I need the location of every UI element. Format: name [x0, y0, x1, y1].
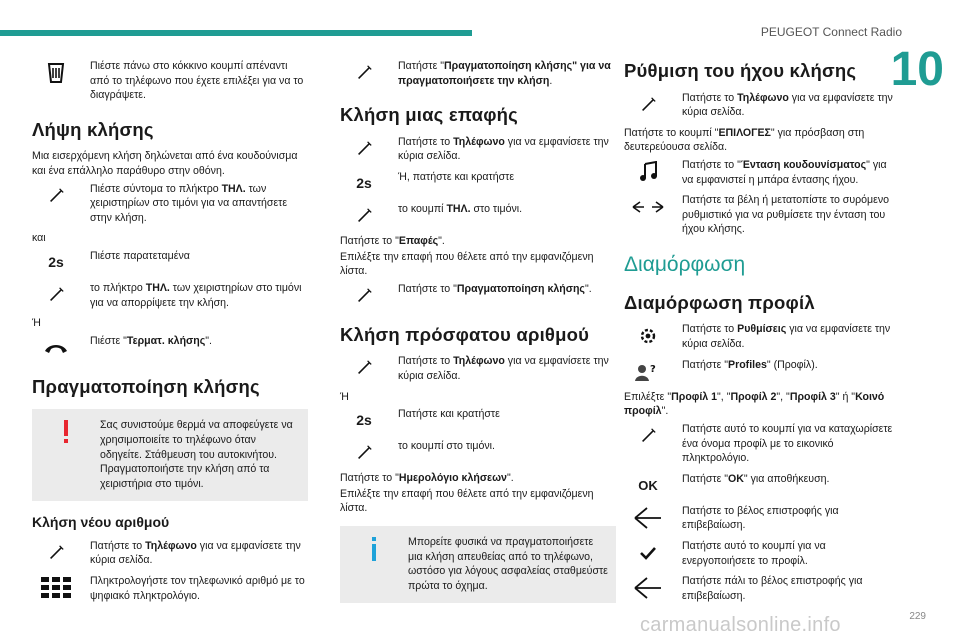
end-call-step	[32, 334, 308, 360]
tap-finger-icon	[340, 439, 388, 467]
page-number: 229	[909, 611, 926, 622]
recent-hold-step	[340, 407, 616, 433]
column-1	[32, 56, 308, 609]
back-arrow-icon	[624, 504, 672, 532]
nn1-c: για να εμφανίσετε την κύρια σελίδα.	[90, 539, 301, 567]
svg-text:?: ?	[650, 363, 656, 375]
profile-step-8-text: Πατήστε πάλι το βέλος επιστροφής για επιβεβαίωση.	[682, 575, 863, 602]
s1-b: Τηλέφωνο	[737, 91, 789, 104]
p3-g: " ή "	[835, 390, 856, 403]
warning-icon	[42, 418, 90, 446]
contacts-instruction	[340, 234, 616, 249]
profile-step-1	[624, 322, 894, 351]
make-call-step	[340, 59, 616, 88]
cc-c: ".	[438, 234, 445, 247]
new-number-title: Κλήση νέου αριθμού	[32, 514, 170, 531]
profile-step-2	[624, 358, 894, 384]
profile-step-7	[624, 539, 894, 568]
mc-b: Πραγματοποίηση κλήσης" για να πραγματοποιήσετε την κλήση	[398, 60, 611, 87]
warning-text: Σας συνιστούμε θερμά να αποφεύγετε να χρησιμοποιείτε το τηλέφωνο όταν οδηγείτε. Στάθμευση του αυτοκινήτου. Πραγματοποιήστε την κλήση από τα χειριστήρια στο τιμόνι.	[100, 419, 293, 490]
watermark: carmanualsonline.info	[640, 614, 841, 636]
s3-b: Ένταση κουδουνίσματος	[740, 158, 867, 171]
end-a: Πιέστε "	[90, 334, 127, 347]
ring-step-4-text: Πατήστε τα βέλη ή μετατοπίστε το συρόμενο ρυθμιστικό για να ρυθμίσετε την ένταση του ήχου κλήσης.	[682, 194, 890, 236]
ring-step-2-text	[624, 126, 894, 155]
rs1-a: Πατήστε το	[398, 355, 454, 368]
p3-c: ", "	[717, 390, 731, 403]
contact-step-1	[340, 135, 616, 164]
profile-step-4	[624, 422, 894, 466]
p1-c: για να εμφανίσετε την κύρια σελίδα.	[682, 323, 891, 351]
header-title: PEUGEOT Connect Radio	[760, 25, 902, 39]
hold-step	[32, 249, 308, 275]
answer-call-intro: Μια εισερχόμενη κλήση δηλώνεται από ένα κουδούνισμα και ένα επάλληλο παράθυρο στην οθόνη.	[32, 150, 298, 177]
column-2	[340, 56, 616, 613]
p1-b: Ρυθμίσεις	[737, 323, 787, 336]
column-3	[624, 56, 894, 609]
new-number-step-2-text: Πληκτρολογήστε τον τηλεφωνικό αριθμό με το ψηφιακό πληκτρολόγιο.	[90, 574, 305, 602]
cs1-b: Τηλέφωνο	[453, 135, 505, 148]
2s-badge-icon	[32, 249, 80, 277]
config-section-title: Διαμόρφωση	[624, 253, 746, 276]
answer-call-title: Λήψη κλήσης	[32, 118, 154, 140]
ringtone-title: Ρύθμιση του ήχου κλήσης	[624, 60, 857, 81]
end-b: Τερματ. κλήσης	[126, 334, 206, 347]
nn1-a: Πατήστε το	[90, 539, 146, 552]
profile-title: Διαμόρφωση προφίλ	[624, 291, 815, 313]
ck-a: το κουμπί	[398, 202, 447, 215]
recent-or: Ή	[340, 390, 349, 403]
ring-step-4	[624, 193, 894, 237]
tap-finger-icon	[340, 59, 388, 87]
answer-step	[32, 182, 308, 226]
rl-a: Πατήστε το "	[340, 472, 399, 485]
contact-hold-text: Ή, πατήστε και κρατήστε	[398, 170, 515, 183]
reject-step-text	[90, 281, 308, 310]
end-c: ".	[205, 334, 212, 347]
answer-step-c: των χειριστηρίων στο τιμόνι για να απαντήσετε στην κλήση.	[90, 182, 288, 224]
p2-a: Πατήστε "	[682, 358, 729, 371]
mc-c: .	[549, 74, 553, 87]
ccl-b: Πραγματοποίηση κλήσης	[456, 282, 585, 295]
tap-finger-icon	[32, 281, 80, 309]
recent-log-instruction	[340, 471, 616, 486]
reject-step	[32, 281, 308, 310]
recent-select: Επιλέξτε την επαφή που θέλετε από την εμφανιζόμενη λίστα.	[340, 487, 594, 515]
reject-key: ΤΗΛ.	[145, 282, 170, 294]
ring-step-1	[624, 91, 894, 120]
new-number-step-1	[32, 539, 308, 568]
hang-up-text-body: Πιέστε πάνω στο κόκκινο κουμπί απέναντι από το τηλέφωνο που έχετε επιλέξει για να το διαγράψετε.	[90, 60, 304, 102]
s1-a: Πατήστε το	[682, 91, 738, 104]
profile-step-2-text	[682, 358, 894, 373]
s2-b: ΕΠΙΛΟΓΕΣ	[718, 126, 771, 139]
tap-finger-icon	[340, 202, 388, 230]
make-call-step-text	[398, 59, 616, 88]
info-text: Μπορείτε φυσικά να πραγματοποιήσετε μια κλήση απευθείας από το τηλέφωνο, ωστόσο για λόγους ασφαλείας σταθμεύστε πρώτα το όχημα.	[408, 535, 608, 592]
profile-step-4-text: Πατήστε αυτό το κουμπί για να καταχωρίσετε ένα όνομα προφίλ με το εικονικό πληκτρολόγιο.	[682, 422, 893, 465]
s2-c: " για πρόσβαση στη δευτερεύουσα σελίδα.	[624, 126, 865, 154]
profile-step-6	[624, 504, 894, 533]
s3-c: " για να εμφανιστεί η μπάρα έντασης ήχου.	[682, 158, 887, 186]
p3-f: Προφίλ 3	[789, 390, 836, 403]
recent-hold-text: Πατήστε και κρατήστε	[398, 408, 500, 421]
rl-c: ".	[506, 472, 514, 485]
tap-finger-icon	[340, 282, 388, 310]
tap-finger-icon	[624, 422, 672, 450]
profile-step-5-text	[682, 472, 894, 487]
info-box	[340, 526, 616, 603]
cs1-a: Πατήστε το	[398, 135, 454, 148]
or-label: Ή	[32, 317, 41, 330]
phone-handset-icon	[32, 334, 80, 362]
contact-hold-step	[340, 170, 616, 196]
profiles-icon	[624, 358, 672, 386]
p3-h: Κοινό προφίλ	[624, 390, 885, 418]
rs1-b: Τηλέφωνο	[453, 355, 505, 368]
contact-step-1-text	[398, 135, 616, 164]
end-call-text	[90, 334, 308, 349]
and-label: και	[32, 232, 46, 245]
p5-c: " για αποθήκευση.	[743, 472, 830, 485]
tap-finger-icon	[624, 91, 672, 119]
tap-finger-icon	[340, 135, 388, 163]
profile-select-text	[624, 390, 894, 419]
s1-c: για να εμφανίσετε την κύρια σελίδα.	[682, 91, 893, 119]
info-icon	[350, 535, 398, 563]
ring-step-3	[624, 158, 894, 187]
ring-step-1-text	[682, 91, 894, 120]
recent-step-1-text	[398, 354, 616, 383]
hang-up-step	[32, 59, 308, 103]
answer-step-a: Πιέστε σύντομα το πλήκτρο	[90, 182, 222, 195]
s2-a: Πατήστε το κουμπί "	[624, 126, 719, 139]
new-number-step-1-text	[90, 539, 308, 568]
left-right-arrows-icon	[624, 193, 672, 221]
keypad-icon	[32, 574, 80, 602]
cs1-c: για να εμφανίσετε την κύρια σελίδα.	[398, 135, 609, 163]
chapter-number: 10	[890, 43, 944, 96]
settings-gear-icon	[624, 322, 672, 350]
recent-step-1	[340, 354, 616, 383]
new-number-step-2	[32, 574, 308, 603]
tap-finger-icon	[340, 354, 388, 382]
p3-e: ", "	[776, 390, 790, 403]
cc-a: Πατήστε το "	[340, 234, 399, 247]
2s-badge-icon	[340, 170, 388, 198]
2s-badge-icon	[340, 407, 388, 435]
ok-icon-label: OK	[638, 477, 658, 493]
reject-a: το πλήκτρο	[90, 282, 146, 294]
p1-a: Πατήστε το	[682, 323, 738, 336]
2s-badge-text: 2s	[356, 175, 372, 192]
hold-step-text: Πιέστε παρατεταμένα	[90, 250, 190, 262]
p2-c: " (Προφίλ).	[766, 358, 818, 371]
p3-i: ".	[661, 405, 669, 418]
ccl-a: Πατήστε το "	[398, 282, 457, 295]
p3-a: Επιλέξτε "	[624, 390, 672, 403]
nn1-b: Τηλέφωνο	[145, 539, 197, 552]
contact-key-text	[398, 202, 616, 217]
rs1-c: για να εμφανίσετε την κύρια σελίδα.	[398, 355, 609, 382]
back-arrow-icon	[624, 574, 672, 602]
mc-a: Πατήστε "	[398, 60, 445, 72]
tap-finger-icon	[32, 182, 80, 210]
warning-row	[42, 418, 300, 491]
hang-up-icon	[32, 59, 80, 87]
tap-finger-icon	[32, 539, 80, 567]
reject-c: των χειριστηρίων στο τιμόνι για να απορρίψετε την κλήση.	[90, 282, 302, 309]
recent-key-step	[340, 439, 616, 465]
2s-badge-text: 2s	[356, 412, 372, 429]
contact-key-step	[340, 202, 616, 228]
cc-b: Επαφές	[398, 234, 439, 247]
ck-c: στο τιμόνι.	[470, 202, 523, 215]
p5-b: OK	[728, 472, 744, 485]
tel-key-label: ΤΗΛ.	[221, 182, 246, 195]
profile-step-5	[624, 472, 894, 498]
profile-step-1-text	[682, 322, 894, 351]
s3-a: Πατήστε το "	[682, 158, 741, 171]
info-row	[350, 535, 608, 593]
make-call-title: Πραγματοποίηση κλήσης	[32, 375, 260, 397]
ck-b: ΤΗΛ.	[446, 202, 471, 215]
p3-b: Προφίλ 1	[671, 390, 718, 403]
answer-step-text	[90, 182, 308, 226]
p5-a: Πατήστε "	[682, 472, 729, 485]
profile-step-8	[624, 574, 894, 603]
music-note-icon	[624, 158, 672, 186]
profile-step-6-text: Πατήστε το βέλος επιστροφής για επιβεβαίωση.	[682, 504, 839, 532]
hang-up-text	[90, 59, 308, 103]
contact-call-text	[398, 282, 616, 297]
warning-box	[32, 409, 308, 501]
profile-step-7-text: Πατήστε αυτό το κουμπί για να ενεργοποιήσετε το προφίλ.	[682, 539, 826, 567]
2s-badge-text: 2s	[48, 254, 64, 271]
ccl-c: ".	[584, 282, 592, 295]
contact-call-step	[340, 282, 616, 308]
rl-b: Ημερολόγιο κλήσεων	[398, 472, 507, 485]
contact-call-title: Κλήση μιας επαφής	[340, 104, 518, 126]
check-icon	[624, 539, 672, 567]
p2-b: Profiles	[728, 358, 767, 371]
contacts-select: Επιλέξτε την επαφή που θέλετε από την εμφανιζόμενη λίστα.	[340, 250, 594, 278]
header-accent-bar	[0, 30, 472, 36]
recent-key-text: το κουμπί στο τιμόνι.	[398, 440, 495, 453]
ring-step-3-text	[682, 158, 894, 187]
p3-d: Προφίλ 2	[730, 390, 777, 403]
ok-icon	[624, 472, 672, 500]
recent-call-title: Κλήση πρόσφατου αριθμού	[340, 323, 590, 345]
